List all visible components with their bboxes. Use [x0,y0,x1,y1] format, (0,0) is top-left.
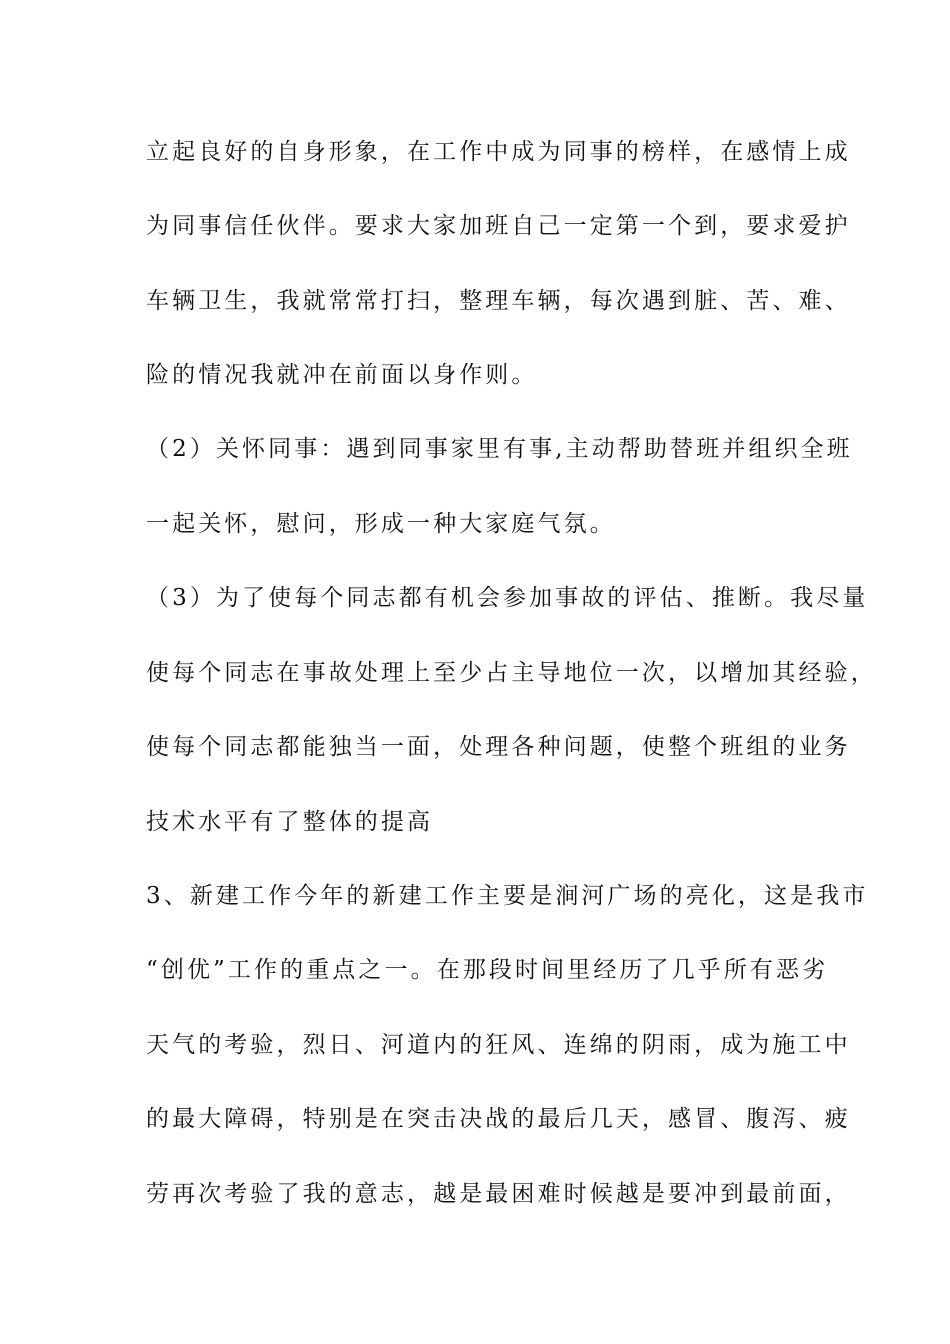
text-line-15: 劳再次考验了我的意志，越是最困难时候越是要冲到最前面， [146,1181,851,1207]
text-line-3: 车辆卫生，我就常常打扫，整理车辆，每次遇到脏、苦、难、 [146,288,851,314]
text-line-9: 使每个同志都能独当一面，处理各种问题，使整个班组的业务 [146,734,851,760]
text-line-10: 技术水平有了整体的提高 [146,809,434,835]
text-line-14: 的最大障碍，特别是在突击决战的最后几天，感冒、腹泻、疲 [146,1106,851,1132]
text-line-13: 天气的考验，烈日、河道内的狂风、连绵的阴雨，成为施工中 [146,1032,851,1058]
text-line-4: 险的情况我就冲在前面以身作则。 [146,362,538,388]
text-line-12: “创优”工作的重点之一。在那段时间里经历了几乎所有恶劣 [146,957,829,983]
text-line-8: 使每个同志在事故处理上至少占主导地位一次，以增加其经验， [146,660,877,686]
text-line-6: 一起关怀，慰问，形成一种大家庭气氛。 [146,511,616,537]
text-line-1: 立起良好的自身形象，在工作中成为同事的榜样，在感情上成 [146,139,851,165]
text-line-7: （3）为了使每个同志都有机会参加事故的评估、推断。我尽量 [146,585,869,611]
text-line-11: 3、新建工作今年的新建工作主要是涧河广场的亮化，这是我市 [146,883,869,909]
text-line-2: 为同事信任伙伴。要求大家加班自己一定第一个到，要求爱护 [146,213,851,239]
text-line-5: （2）关怀同事：遇到同事家里有事,主动帮助替班并组织全班 [146,436,853,462]
